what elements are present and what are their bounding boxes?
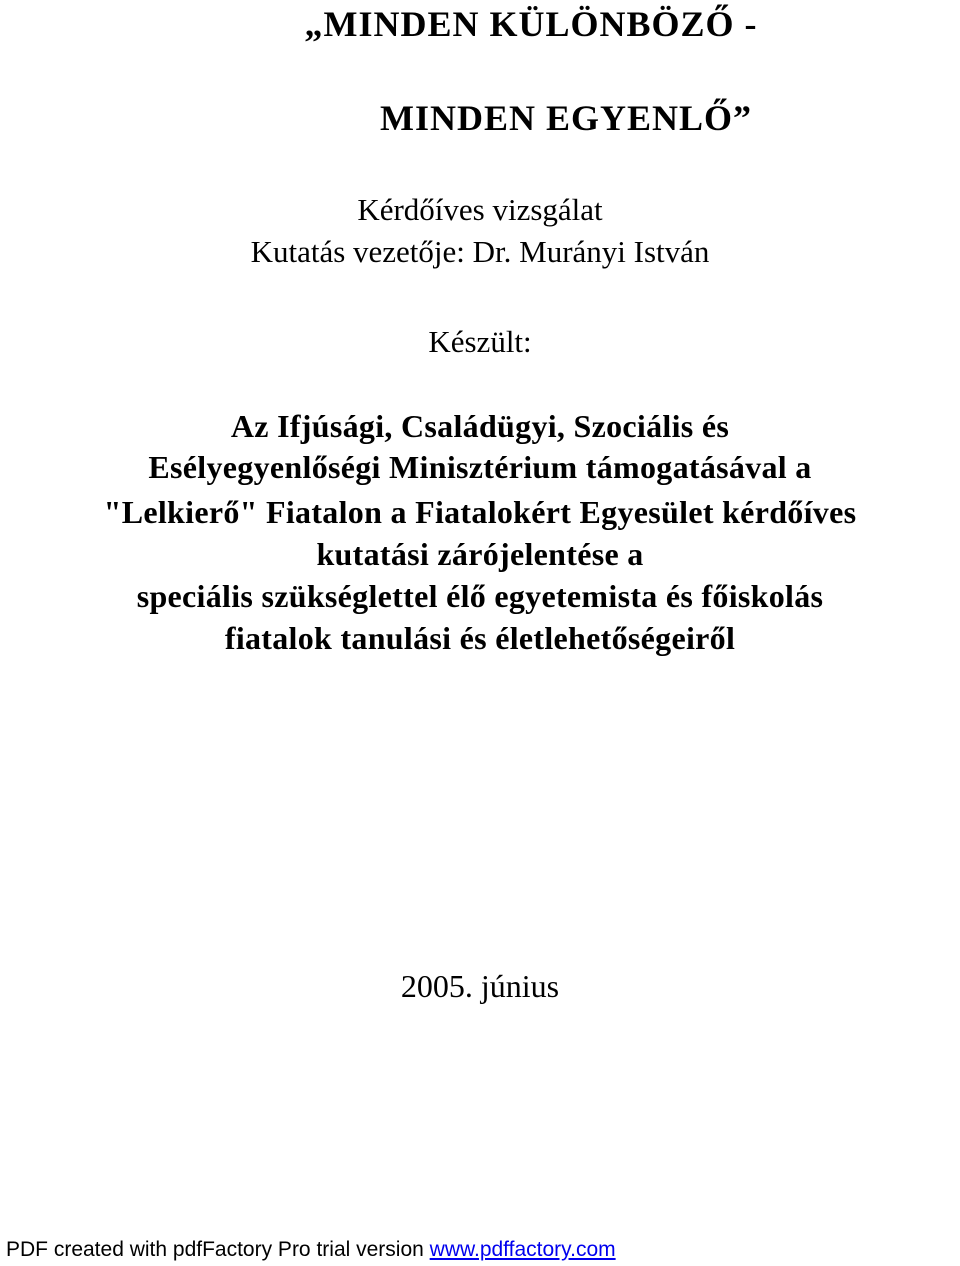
footer-text: PDF created with pdfFactory Pro trial version — [6, 1238, 430, 1261]
description-line-5: speciális szükséglettel élő egyetemista és főiskolás — [136, 578, 824, 614]
prepared-label: Készült: — [428, 324, 532, 359]
research-leader: Kutatás vezetője: Dr. Murányi István — [250, 234, 710, 269]
publication-date: 2005. június — [400, 968, 560, 1004]
description-line-1: Az Ifjúsági, Családügyi, Szociális és — [230, 408, 730, 444]
description-line-2: Esélyegyenlőségi Minisztérium támogatásával a — [148, 449, 812, 485]
description-line-6: fiatalok tanulási és életlehetőségeiről — [224, 620, 736, 656]
footer-link[interactable]: www.pdffactory.com — [429, 1238, 616, 1261]
title-line-1: „MINDEN KÜLÖNBÖZŐ - — [304, 4, 758, 44]
title-line-2: MINDEN EGYENLŐ” — [379, 98, 753, 138]
pdf-footer — [6, 1239, 616, 1260]
survey-type: Kérdőíves vizsgálat — [357, 192, 603, 227]
description-line-3: "Lelkierő" Fiatalon a Fiatalokért Egyesület kérdőíves — [103, 494, 857, 530]
description-line-4: kutatási zárójelentése a — [316, 536, 644, 572]
